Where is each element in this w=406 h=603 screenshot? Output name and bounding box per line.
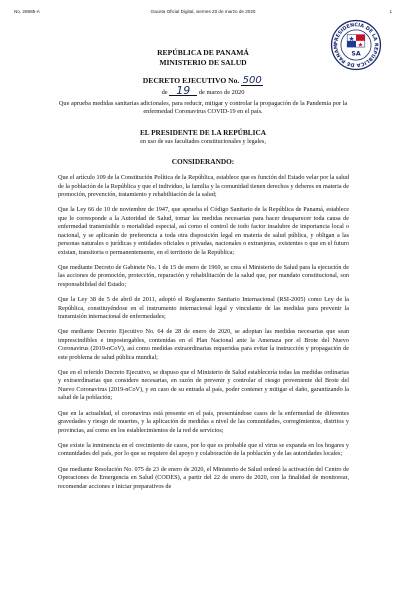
decree-heading [0, 76, 406, 86]
decree-date [0, 86, 406, 96]
considerando-paragraph: Que en el referido Decreto Ejecutivo, se dispuso que el Ministerio de Salud establecería todas las medidas ordinarias y extraordinarias que considere necesarias, en razón de prevenir y controlar el riesgo proveniente del Brote del Nuevo Coronavirus (2019-nCoV), y en caso de su entrada al país, poder contener y mitigar el daño, garantizando la salud de la población; [58, 368, 349, 402]
page-number: 1 [389, 9, 392, 14]
considerando-paragraph: Que mediante Decreto Ejecutivo No. 64 de 28 de enero de 2020, se adoptan las medidas necesarias que sean imprescindibles e impostergables, contenidas en el Plan Nacional ante la Amenaza por el Brote del Nuevo Coronavirus (2019-nCoV), así como medidas extraordinarias requeridas para evitar la instrucción y propagación de este problema de salud pública mundial; [58, 328, 349, 361]
ministry-title: MINISTERIO DE SALUD [159, 58, 247, 67]
date-day-handwritten: 19 [169, 86, 197, 96]
president-heading: EL PRESIDENTE DE LA REPÚBLICA [139, 128, 267, 137]
date-prefix: de [161, 89, 168, 96]
decree-number-handwritten: 500 [242, 75, 262, 86]
considerando-paragraph: Que existe la inminencia en el crecimiento de casos, por lo que es probable que el virus se expanda en los hogares y comunidades del país, por lo que se requiere del apoyo y colaboración de la población y de las autoridades locales; [58, 441, 349, 458]
gazette-number: No. 28985-A [14, 9, 40, 14]
considerando-paragraph: Que la Ley 66 de 10 de noviembre de 1947, que aprueba el Código Sanitario de la República de Panamá, establece que le corresponde a la Autoridad de Salud, tomar las medidas necesarias para hacer desaparecer toda causa de enfermedad transmisible o mortalidad especial, así como el control de todo factor insalubre de importancia local o nacional, y se aplicarán de preferencia a toda otra disposición legal en materia de salud pública, y obligan a las personas naturales o jurídicas y entidades oficiales o privadas, nacionales o extranjeras, existentes o que en el futuro existan, transitoria o permanentemente, en el territorio de la República; [58, 206, 349, 256]
considerando-paragraph: Que mediante Decreto de Gabinete No. 1 de 15 de enero de 1969, se crea el Ministerio de Salud para la ejecución de las acciones de promoción, protección, reparación y rehabilitación de la salud que, por mandato constitucional, son responsabilidad del Estado; [58, 263, 349, 288]
considerando-heading: CONSIDERANDO: [171, 157, 235, 166]
panama-flag-icon [347, 35, 365, 47]
considerando-paragraph: Que en la actualidad, el coronavirus está presente en el país, presentándose casos de la enfermedad de diferentes gravedades y riesgo de muertes, y la aplicación de medidas a nivel de las comunidades, corregimientos, distritos y provincias, así como en los establecimientos de la red de servicios; [58, 409, 349, 434]
gazette-header [14, 9, 392, 17]
gazette-title: Gaceta Oficial Digital, viernes 20 de marzo de 2020 [150, 9, 256, 14]
decree-summary: Que aprueba medidas sanitarias adicionales, para reducir, mitigar y controlar la propagación de la Pandemia por la enfermedad Coronavirus COVID-19 en el país. [58, 100, 348, 116]
seal-ring-text: PRESIDENCIA DE LA REPÚBLICA DE PANAM [333, 22, 379, 68]
considerando-paragraph: Que la Ley 38 de 5 de abril de 2011, adoptó el Reglamento Sanitario Internacional (RSI-2005) como Ley de la República, constituyéndose en el instrumento internacional legal y vinculante de las medidas para prevenir la transmisión internacional de enfermedades; [58, 296, 349, 321]
decree-label: DECRETO EJECUTIVO No. [142, 76, 240, 85]
considerando-paragraph: Que el artículo 109 de la Constitución Política de la República, establece que es función del Estado velar por la salud de la población de la República y que el individuo, la familia y la comunidad tienen derechos y deberes en materia de promoción, prevención, tratamiento y rehabilitación de la salud; [58, 174, 349, 198]
seal-center-text: SA [351, 50, 361, 58]
considerando-paragraph: Que mediante Resolución No. 075 de 23 de enero de 2020, el Ministerio de Salud ordenó la activación del Centro de Operaciones de Emergencia en Salud (CODES), a partir del 22 de enero de 2020, con la finalidad de monitorear, recomendar acciones e iniciar preparativos de [58, 465, 349, 490]
considerando-body [58, 174, 349, 498]
date-suffix: de marzo de 2020 [198, 89, 245, 96]
faculties-line: en uso de sus facultades constitucionales y legales, [140, 138, 266, 145]
republic-title: REPÚBLICA DE PANAMÁ [157, 48, 249, 57]
